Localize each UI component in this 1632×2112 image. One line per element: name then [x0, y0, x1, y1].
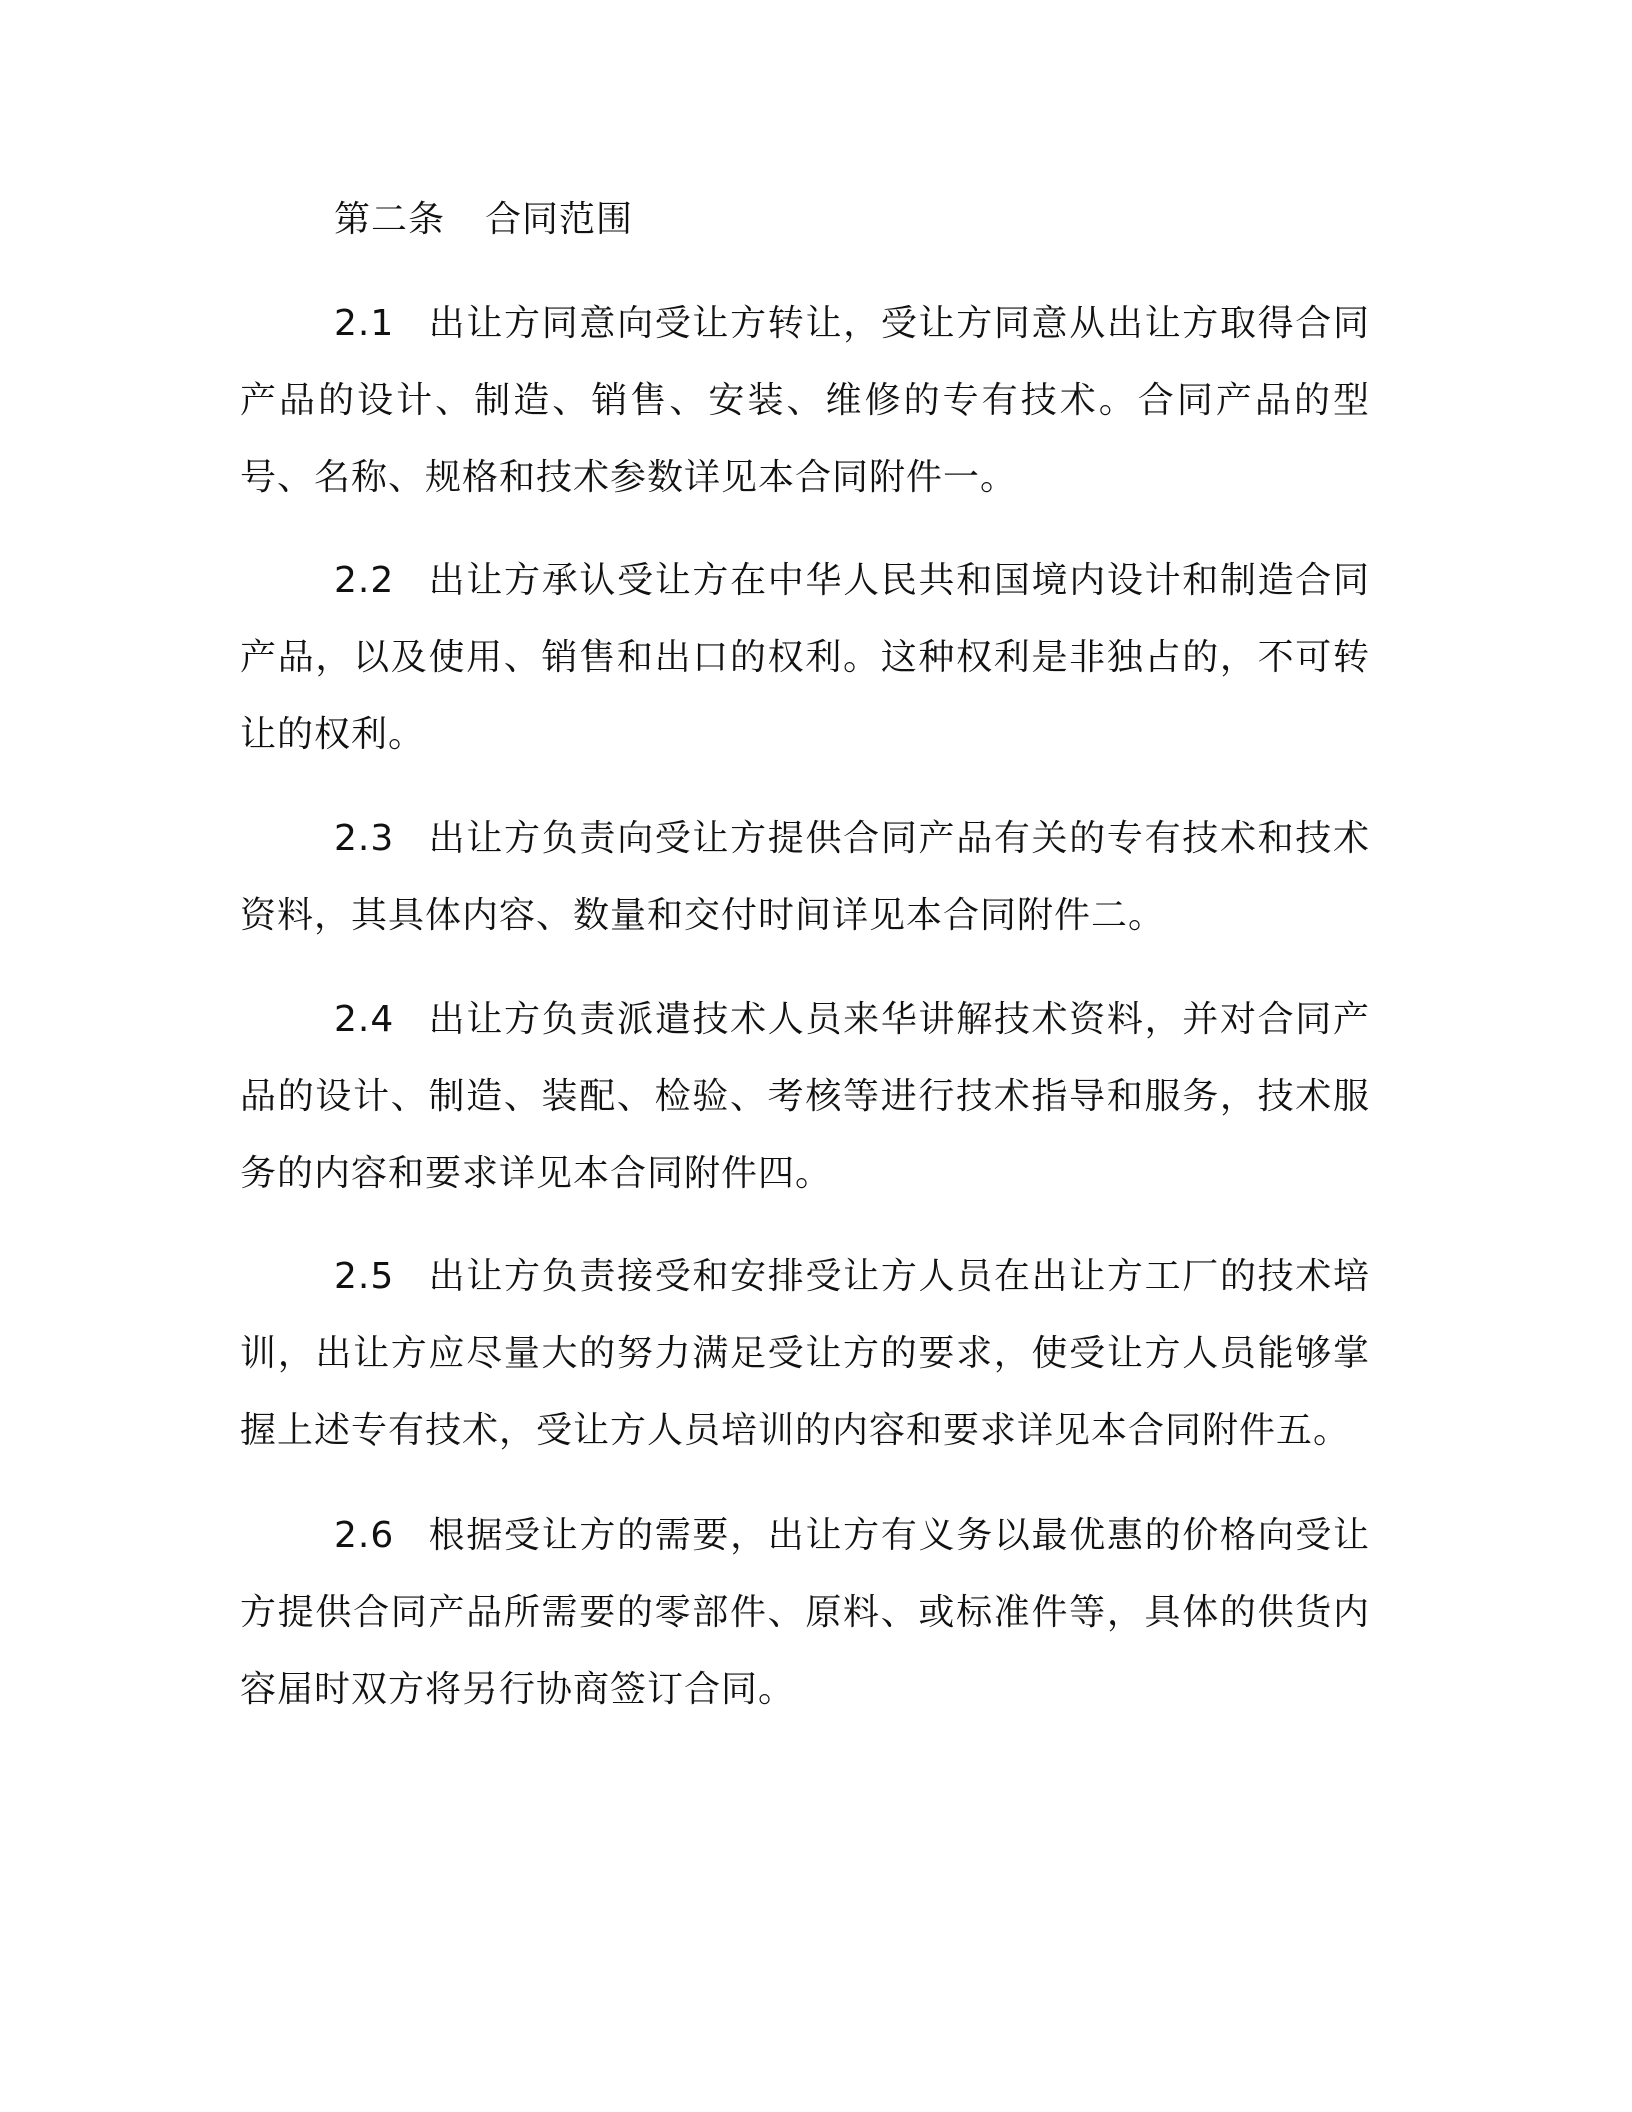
clause-text: 出让方负责向受让方提供合同产品有关的专有技术和技术资料，其具体内容、数量和交付时间详见本合同附件二。 — [240, 818, 1370, 936]
clause-text: 出让方负责派遣技术人员来华讲解技术资料，并对合同产品的设计、制造、装配、检验、考核等进行技术指导和服务，技术服务的内容和要求详见本合同附件四。 — [240, 999, 1370, 1194]
article-heading — [334, 190, 633, 250]
clause-number: 2.3 — [334, 818, 395, 859]
clause-number: 2.1 — [334, 303, 395, 344]
article-title: 合同范围 — [485, 199, 634, 240]
clause-text: 出让方负责接受和安排受让方人员在出让方工厂的技术培训，出让方应尽量大的努力满足受让方的要求，使受让方人员能够掌握上述专有技术，受让方人员培训的内容和要求详见本合同附件五。 — [240, 1256, 1370, 1451]
clause-paragraph — [240, 1238, 1370, 1469]
clause-paragraph — [240, 1497, 1370, 1728]
clause-number: 2.6 — [334, 1515, 395, 1556]
clause-paragraph — [240, 542, 1370, 773]
clause-number: 2.2 — [334, 560, 395, 601]
clause-text: 出让方承认受让方在中华人民共和国境内设计和制造合同产品，以及使用、销售和出口的权利。这种权利是非独占的，不可转让的权利。 — [240, 560, 1370, 755]
clause-text: 出让方同意向受让方转让，受让方同意从出让方取得合同产品的设计、制造、销售、安装、维修的专有技术。合同产品的型号、名称、规格和技术参数详见本合同附件一。 — [240, 303, 1370, 498]
clause-paragraph — [240, 800, 1370, 954]
article-number: 第二条 — [334, 199, 446, 240]
clause-number: 2.5 — [334, 1256, 395, 1297]
clause-text: 根据受让方的需要，出让方有义务以最优惠的价格向受让方提供合同产品所需要的零部件、原料、或标准件等，具体的供货内容届时双方将另行协商签订合同。 — [240, 1515, 1370, 1710]
clause-paragraph — [240, 285, 1370, 516]
clause-number: 2.4 — [334, 999, 395, 1040]
clause-paragraph — [240, 981, 1370, 1212]
